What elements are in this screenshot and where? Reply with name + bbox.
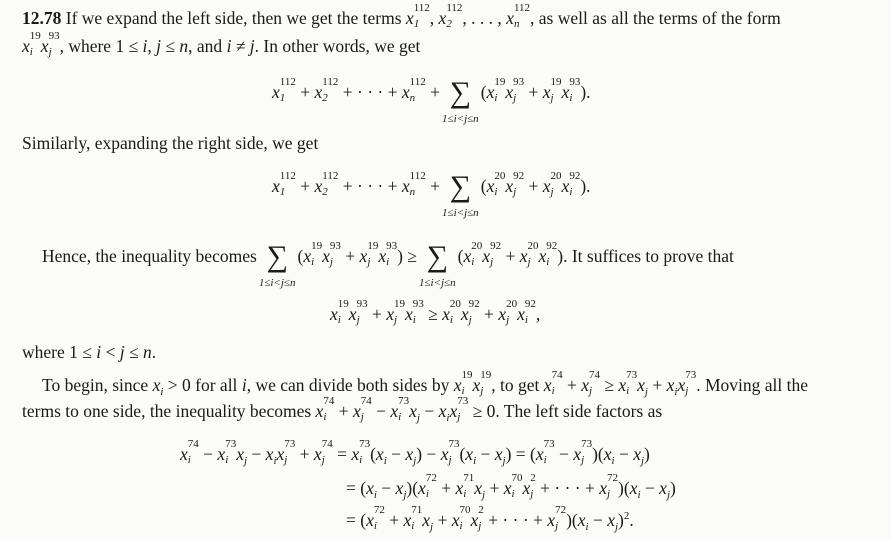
equation-left-expansion: x 112 1 + x 112 2 + · · · + x 112 n + ∑ 1≤i<j≤n (x 19 i x 93 j + x 19 j x 93 i ). [272, 76, 591, 125]
text-where: where 1 ≤ i < j ≤ n. [22, 342, 157, 362]
text-similarly: Similarly, expanding the right side, we get [22, 133, 319, 153]
p1-text-b: as well as all the terms of the form [538, 8, 781, 28]
text-line-2: x 19 i x 93 j , where 1 ≤ i, j ≤ n, and i ≠ j. In other words, we get [22, 30, 421, 58]
equation-factor-3: = (x 72 i + x 71 i $x_j + x$ 70 i x 2 j + · · · + x 72 j )$(x_i - x_j)^2$. [346, 504, 634, 533]
equation-right-expansion: x 112 1 + x 112 2 + · · · + x 112 n + ∑ 1≤i<j≤n (x 20 i x 92 j + x 20 j x 92 i ). [272, 170, 591, 219]
equation-pairwise: x 19 i x 93 j + x 19 j x 93 i ≥ x 20 i x 92 j + x 20 j x 92 i , [330, 298, 541, 326]
problem-number: 12.78 [22, 8, 62, 28]
text-begin: To begin, since $x_i > 0$ for all i, we can divide both sides by x 19 i x 19 j , to get x 74 i + x 74 j ≥ x 73 i $x_j + x_ix$ 73 j . Moving all the [42, 369, 809, 398]
equation-factor-1: x 74 i − x 73 i $x_j - x_ix$ 73 j + x 74 j = x 73 i $(x_i - x_j) - x$ 73 j $(x_i - x_j) = (x$ 73 i − x 73 j )$(x_i - x_j)$ [180, 438, 650, 467]
text-hence: Hence, the inequality becomes ∑ 1≤i<j≤n (x 19 i x 93 j + x 19 j x 93 i ) ≥ ∑ 1≤i<j≤n (x 20 i x 92 j + x 20 j x 92 i ). It suffices to prove that [42, 240, 734, 289]
text-line-1: 12.78 If we expand the left side, then we get the terms x 112 1 , x 112 2 , . . . , x 112 n , as well as all the terms of the form [22, 2, 781, 30]
p1-text-a: If we expand the left side, then we get the terms [65, 8, 402, 28]
equation-factor-2: = $(x_i - x_j)(x$ 72 i + x 71 i $x_j + x$ 70 i x 2 j + · · · + x 72 j )$(x_i - x_j)$ [346, 472, 676, 501]
text-terms: terms to one side, the inequality becomes x 74 i + x 74 j − x 73 i $x_j - x_ix$ 73 j ≥ 0. The left side factors as [22, 395, 663, 424]
